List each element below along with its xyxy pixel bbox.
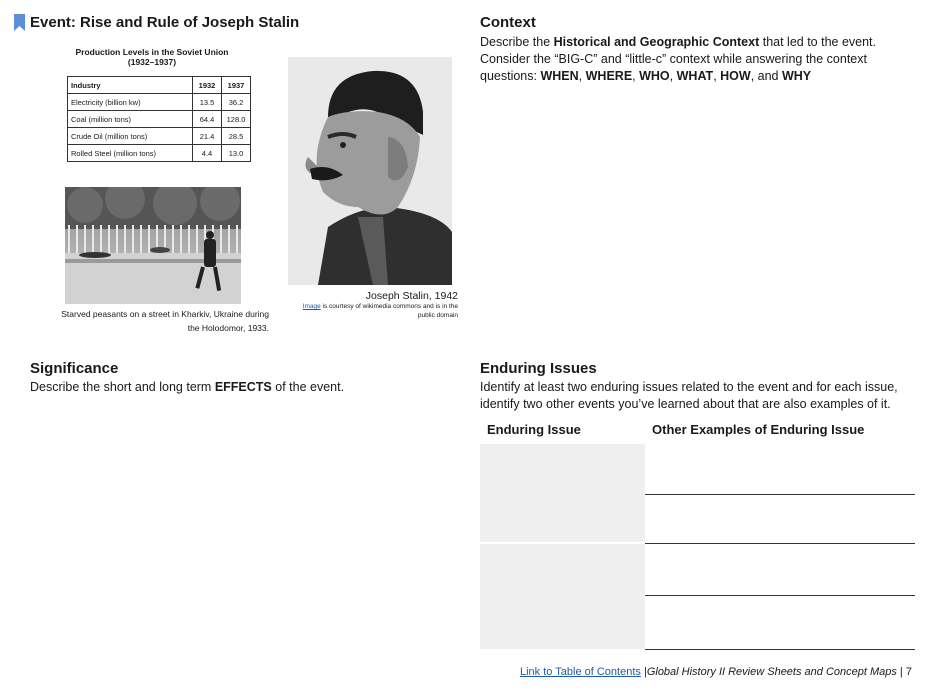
example-line-1 — [645, 494, 915, 495]
stalin-portrait — [288, 57, 452, 285]
page-title: Event: Rise and Rule of Joseph Stalin — [30, 14, 300, 31]
header-industry: Industry — [68, 77, 193, 94]
significance-instructions: Describe the short and long term EFFECTS of the event. — [30, 380, 345, 394]
table-row: Rolled Steel (million tons) 4.4 13.0 — [68, 145, 251, 162]
image-credit: Image is courtesy of wikimedia commons and is in the public domain — [302, 303, 458, 319]
book-title: Global History II Review Sheets and Concept Maps — [646, 666, 897, 678]
example-line-3 — [645, 595, 915, 596]
bookmark-icon — [14, 14, 25, 31]
production-table — [67, 76, 251, 162]
holodomor-photo — [65, 187, 241, 304]
enduring-issue-box-2[interactable] — [480, 544, 645, 649]
stalin-caption: Joseph Stalin, 1942 — [365, 290, 458, 302]
header-1932: 1932 — [193, 77, 222, 94]
image-credit-link[interactable]: Image — [302, 303, 321, 310]
example-line-4 — [645, 649, 915, 650]
context-instructions: Describe the Historical and Geographic Context that led to the event. Consider the “BIG-C” and “little-c” context while answering the context questions: WHEN, WHERE, WHO, WHAT, HOW, and WHY — [480, 35, 876, 83]
other-examples-column-header: Other Examples of Enduring Issue — [652, 422, 865, 437]
enduring-issues-heading: Enduring Issues — [480, 360, 597, 377]
table-row: Coal (million tons) 64.4 128.0 — [68, 111, 251, 128]
significance-heading: Significance — [30, 360, 119, 377]
header-1937: 1937 — [222, 77, 251, 94]
table-title: Production Levels in the Soviet Union (1932–1937) — [75, 47, 229, 67]
stalin-portrait-drawing — [288, 57, 452, 285]
page-number: | 7 — [896, 666, 912, 678]
toc-link[interactable]: Link to Table of Contents — [520, 666, 641, 678]
example-line-2 — [645, 543, 915, 544]
table-row: Electricity (billion kw) 13.5 36.2 — [68, 94, 251, 111]
holodomor-caption: Starved peasants on a street in Kharkiv, Ukraine during the Holodomor, 1933. — [61, 309, 269, 333]
table-row: Crude Oil (million tons) 21.4 28.5 — [68, 128, 251, 145]
context-heading: Context — [480, 14, 536, 31]
footer: Link to Table of Contents |Global History II Review Sheets and Concept Maps | 7 — [520, 666, 912, 678]
enduring-issues-instructions: Identify at least two enduring issues related to the event and for each issue, identify two other events you’ve learned about that are also examples of it. — [480, 380, 898, 411]
table-header-row — [68, 77, 251, 94]
enduring-issue-column-header: Enduring Issue — [487, 422, 581, 437]
holodomor-photo-drawing — [65, 187, 241, 304]
enduring-issue-box-1[interactable] — [480, 444, 645, 542]
